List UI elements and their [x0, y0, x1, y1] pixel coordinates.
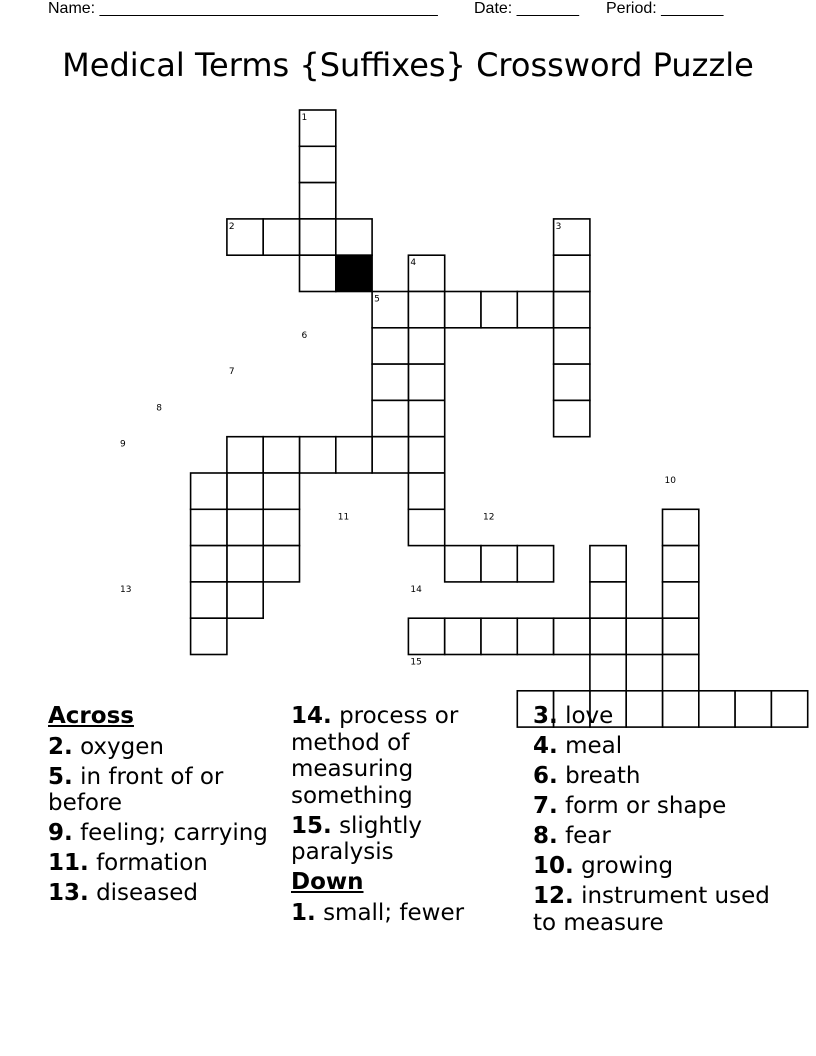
grid-cell[interactable]	[372, 364, 408, 400]
clue-down-8: 8. fear	[533, 823, 611, 849]
clue-across-14: 14. process or method of measuring something	[291, 703, 459, 809]
cell-number-15: 15	[410, 657, 422, 668]
grid-cell[interactable]	[336, 219, 372, 255]
grid-cell[interactable]	[300, 219, 336, 255]
grid-cell[interactable]	[408, 618, 444, 654]
grid-cell[interactable]	[445, 546, 481, 582]
clue-across-13: 13. diseased	[48, 880, 199, 906]
clue-down-1: 1. small; fewer	[291, 899, 465, 926]
clue-down-4: 4. meal	[533, 733, 623, 759]
grid-cell[interactable]	[408, 509, 444, 545]
clues-column-1	[48, 703, 278, 910]
grid-cell[interactable]	[445, 292, 481, 328]
cell-number-3: 3	[555, 221, 562, 232]
grid-cell[interactable]	[336, 437, 372, 473]
cell-number-5: 5	[374, 294, 380, 305]
grid-cell[interactable]	[263, 546, 299, 582]
name-field: Name: ______________________________________	[48, 0, 438, 17]
cell-number-9: 9	[120, 439, 126, 450]
grid-cell[interactable]	[372, 328, 408, 364]
cell-number-7: 7	[228, 367, 235, 378]
clue-down-10: 10. growing	[533, 853, 674, 879]
grid-cell[interactable]	[663, 582, 699, 618]
grid-cell[interactable]	[445, 618, 481, 654]
grid-cell[interactable]	[263, 219, 299, 255]
down-heading: Down	[291, 869, 364, 895]
grid-cell[interactable]	[408, 437, 444, 473]
clues-column-3	[533, 703, 773, 940]
black-cell	[336, 255, 372, 291]
grid-cell[interactable]	[771, 691, 807, 727]
grid-cell[interactable]	[263, 473, 299, 509]
cell-number-4: 4	[410, 258, 417, 269]
grid-cell[interactable]	[554, 618, 590, 654]
grid-cell[interactable]	[663, 618, 699, 654]
clue-across-5: 5. in front of or before	[48, 763, 224, 816]
grid-cell[interactable]	[227, 546, 263, 582]
grid-cell[interactable]	[227, 582, 263, 618]
clue-across-11: 11. formation	[48, 850, 208, 876]
clue-across-9: 9. feeling; carrying	[48, 820, 268, 846]
grid-cell[interactable]	[227, 509, 263, 545]
grid-cell[interactable]	[481, 292, 517, 328]
grid-cell[interactable]	[663, 655, 699, 691]
grid-cell[interactable]	[517, 546, 553, 582]
grid-cell[interactable]	[227, 473, 263, 509]
puzzle-title: Medical Terms {Suffixes} Crossword Puzzle	[62, 46, 754, 84]
cell-number-6: 6	[301, 330, 308, 341]
grid-cell[interactable]	[191, 546, 227, 582]
grid-cell[interactable]	[263, 437, 299, 473]
grid-cell[interactable]	[626, 618, 662, 654]
grid-cell[interactable]	[300, 255, 336, 291]
grid-cell[interactable]	[300, 146, 336, 182]
grid-cell[interactable]	[590, 618, 626, 654]
cell-number-11: 11	[337, 512, 350, 523]
grid-cell[interactable]	[481, 546, 517, 582]
grid-cell[interactable]	[227, 437, 263, 473]
grid-cell[interactable]	[300, 437, 336, 473]
across-heading: Across	[48, 703, 134, 729]
grid-cell[interactable]	[481, 618, 517, 654]
cell-number-12: 12	[483, 512, 495, 523]
grid-cell[interactable]	[554, 400, 590, 436]
clue-down-3: 3. love	[533, 703, 614, 729]
grid-cell[interactable]	[554, 255, 590, 291]
clue-down-6: 6. breath	[533, 763, 641, 789]
cell-number-10: 10	[664, 476, 676, 486]
clue-down-7: 7. form or shape	[533, 793, 727, 819]
cell-number-8: 8	[156, 403, 163, 414]
cell-number-2: 2	[228, 221, 235, 232]
grid-cell[interactable]	[372, 437, 408, 473]
grid-cell[interactable]	[408, 292, 444, 328]
clues-column-2	[291, 703, 521, 930]
period-field: Period: _______	[606, 0, 724, 17]
grid-cell[interactable]	[300, 183, 336, 219]
cell-number-13: 13	[120, 584, 132, 595]
grid-cell[interactable]	[663, 546, 699, 582]
grid-cell[interactable]	[191, 582, 227, 618]
grid-cell[interactable]	[554, 328, 590, 364]
grid-cell[interactable]	[554, 292, 590, 328]
grid-cell[interactable]	[263, 509, 299, 545]
grid-cell[interactable]	[372, 400, 408, 436]
grid-cell[interactable]	[517, 618, 553, 654]
grid-cell[interactable]	[590, 655, 626, 691]
grid-cell[interactable]	[191, 473, 227, 509]
grid-cell[interactable]	[554, 364, 590, 400]
grid-cell[interactable]	[408, 328, 444, 364]
grid-cell[interactable]	[663, 509, 699, 545]
grid-cell[interactable]	[408, 400, 444, 436]
grid-cell[interactable]	[408, 364, 444, 400]
clue-across-2: 2. oxygen	[48, 733, 164, 760]
grid-cell[interactable]	[517, 292, 553, 328]
grid-cell[interactable]	[408, 473, 444, 509]
grid-cell[interactable]	[191, 509, 227, 545]
grid-cell[interactable]	[191, 618, 227, 654]
clue-down-12: 12. instrument used to measure	[533, 883, 770, 936]
cell-number-14: 14	[410, 584, 422, 595]
clue-across-15: 15. slightly paralysis	[291, 812, 423, 865]
cell-number-1: 1	[301, 113, 308, 123]
grid-cell[interactable]	[590, 546, 626, 582]
date-field: Date: _______	[474, 0, 579, 17]
grid-cell[interactable]	[590, 582, 626, 618]
